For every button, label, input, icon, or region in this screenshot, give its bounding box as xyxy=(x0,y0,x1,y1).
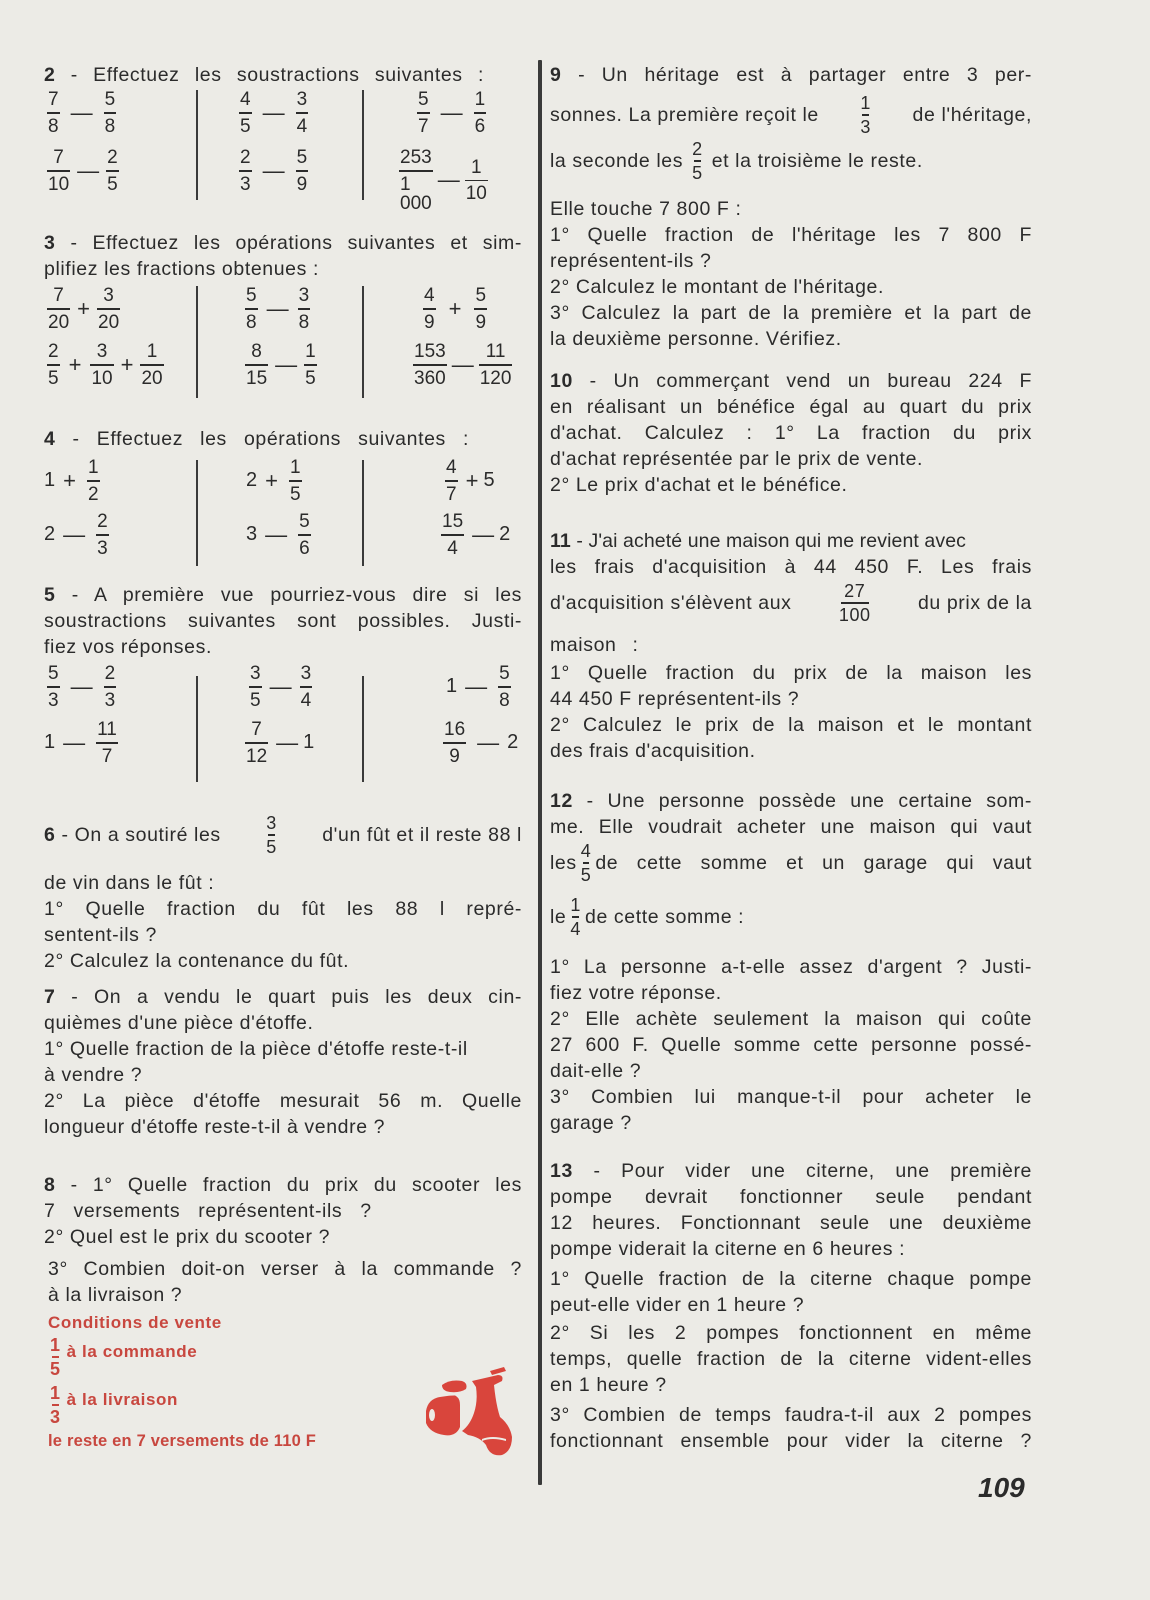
grid-separator xyxy=(362,90,364,200)
exercise-12-question2-line1: 2° Elle achète seulement la maison qui coûte xyxy=(550,1008,1032,1030)
column-divider xyxy=(538,60,542,1485)
exercise-12-line1: 12 - Une personne possède une certaine som- xyxy=(550,790,1032,812)
exercise-12-question2-line2: 27 600 F. Quelle somme cette personne possé- xyxy=(550,1034,1032,1056)
sale-condition-delivery: $\frac{1}{3}$ à la livraison xyxy=(50,1383,179,1427)
exercise-11-question2-line2: des frais d'acquisition. xyxy=(550,740,756,762)
exercise-11-question2-line1: 2° Calculez le prix de la maison et le montant xyxy=(550,714,1032,736)
exercise-6-line2: de vin dans le fût : xyxy=(44,872,215,894)
expression: $\frac{16}{9}$ — 2 xyxy=(444,719,519,767)
exercise-6-question2: 2° Calculez la contenance du fût. xyxy=(44,950,350,972)
exercise-12-question2-line3: dait-elle ? xyxy=(550,1060,642,1082)
expression: $\frac{5}{3}$ — $\frac{2}{3}$ xyxy=(48,663,116,711)
exercise-8-question1-line1: 8 - 1° Quelle fraction du prix du scooter les xyxy=(44,1174,522,1196)
page-number: 109 xyxy=(978,1472,1025,1503)
expression: $\frac{4}{9}$ + $\frac{5}{9}$ xyxy=(424,285,487,333)
grid-separator xyxy=(362,676,364,782)
exercise-8-question3-line2: à la livraison ? xyxy=(48,1284,183,1306)
exercise-10-line4: d'achat représentée par le prix de vente. xyxy=(550,448,924,470)
exercise-7-question1-line2: à vendre ? xyxy=(44,1064,143,1086)
exercise-7-question2-line2: longueur d'étoffe reste-t-il à vendre ? xyxy=(44,1116,386,1138)
exercise-5-title-line2: soustractions suivantes sont possibles. Justi- xyxy=(44,610,522,632)
exercise-13-question1-line2: peut-elle vider en 1 heure ? xyxy=(550,1294,805,1316)
grid-separator xyxy=(196,460,198,566)
exercise-13-line1: 13 - Pour vider une citerne, une première xyxy=(550,1160,1032,1182)
expression: $\frac{7}{8}$ — $\frac{5}{8}$ xyxy=(48,89,116,137)
grid-separator xyxy=(196,286,198,398)
expression: 1 + $\frac{1}{2}$ xyxy=(44,457,99,505)
expression: $\frac{8}{15}$ — $\frac{1}{5}$ xyxy=(246,341,316,389)
expression: $\frac{7}{12}$ — 1 xyxy=(246,719,315,767)
expression: $\frac{15}{4}$ — 2 xyxy=(442,511,511,559)
expression: $\frac{7}{20}$ + $\frac{3}{20}$ xyxy=(48,285,120,333)
exercise-9-line1: 9 - Un héritage est à partager entre 3 per- xyxy=(550,64,1032,86)
exercise-13-question1-line1: 1° Quelle fraction de la citerne chaque pompe xyxy=(550,1268,1032,1290)
exercise-11-line4: maison : xyxy=(550,634,639,656)
exercise-12-line3: les $\frac{4}{5}$ de cette somme et un garage qui vaut xyxy=(550,841,1032,885)
exercise-13-question2-line1: 2° Si les 2 pompes fonctionnent en même xyxy=(550,1322,1032,1344)
expression: $\frac{5}{7}$ — $\frac{1}{6}$ xyxy=(418,89,486,137)
exercise-12-line2: me. Elle voudrait acheter une maison qui vaut xyxy=(550,816,1032,838)
expression: 1 — $\frac{5}{8}$ xyxy=(446,663,510,711)
exercise-13-question2-line3: en 1 heure ? xyxy=(550,1374,667,1396)
exercise-7-question1-line1: 1° Quelle fraction de la pièce d'étoffe reste-t-il xyxy=(44,1038,468,1060)
exercise-13-line2: pompe devrait fonctionner seule pendant xyxy=(550,1186,1032,1208)
exercise-12-question1-line2: fiez votre réponse. xyxy=(550,982,722,1004)
expression: $\frac{253}{1 000}$ — $\frac{1}{10}$ xyxy=(400,147,487,214)
exercise-3-title-line2: plifiez les fractions obtenues : xyxy=(44,258,320,280)
exercise-6-line1: 6 - On a soutiré les $\frac{3}{5}$ d'un fût et il reste 88 l xyxy=(44,813,522,857)
exercise-8-question2: 2° Quel est le prix du scooter ? xyxy=(44,1226,331,1248)
expression: 1 — $\frac{11}{7}$ xyxy=(44,719,117,767)
exercise-9-line3: la seconde les $\frac{2}{5}$ et la troisième le reste. xyxy=(550,139,923,183)
expression: $\frac{2}{5}$ + $\frac{3}{10}$ + $\frac{1}{20}$ xyxy=(48,341,163,389)
expression: $\frac{2}{3}$ — $\frac{5}{9}$ xyxy=(240,147,308,195)
exercise-10-line5: 2° Le prix d'achat et le bénéfice. xyxy=(550,474,848,496)
expression: 3 — $\frac{5}{6}$ xyxy=(246,511,310,559)
expression: $\frac{3}{5}$ — $\frac{3}{4}$ xyxy=(250,663,312,711)
expression: $\frac{7}{10}$ — $\frac{2}{5}$ xyxy=(48,147,118,195)
exercise-8-question1-line2: 7 versements représentent-ils ? xyxy=(44,1200,372,1222)
exercise-6-question1-line1: 1° Quelle fraction du fût les 88 l repré- xyxy=(44,898,522,920)
exercise-12-line4: le $\frac{1}{4}$ de cette somme : xyxy=(550,895,745,939)
exercise-5-title-line3: fiez vos réponses. xyxy=(44,636,212,658)
exercise-11-line3: d'acquisition s'élèvent aux $\frac{27}{100}$ du prix de la xyxy=(550,581,1032,625)
exercise-9-line2: sonnes. La première reçoit le $\frac{1}{3}$ de l'héritage, xyxy=(550,93,1032,137)
exercise-4-title: 4 - Effectuez les opérations suivantes : xyxy=(44,428,469,450)
exercise-7-line2: quièmes d'une pièce d'étoffe. xyxy=(44,1012,314,1034)
exercise-11-line1: 11 - J'ai acheté une maison qui me revient avec xyxy=(550,530,967,552)
exercise-9-question3-line2: la deuxième personne. Vérifiez. xyxy=(550,328,842,350)
exercise-6-question1-line2: sentent-ils ? xyxy=(44,924,157,946)
sale-conditions-title: Conditions de vente xyxy=(48,1313,222,1332)
expression: 2 + $\frac{1}{5}$ xyxy=(246,457,301,505)
exercise-2-title: 2 - Effectuez les soustractions suivantes : xyxy=(44,64,484,86)
exercise-10-line3: d'achat. Calculez : 1° La fraction du prix xyxy=(550,422,1032,444)
expression: $\frac{153}{360}$ — $\frac{11}{120}$ xyxy=(414,341,512,389)
expression: 2 — $\frac{2}{3}$ xyxy=(44,511,108,559)
exercise-11-question1-line2: 44 450 F représentent-ils ? xyxy=(550,688,800,710)
exercise-3-title-line1: 3 - Effectuez les opérations suivantes et sim- xyxy=(44,232,522,254)
exercise-10-line1: 10 - Un commerçant vend un bureau 224 F xyxy=(550,370,1032,392)
exercise-11-question1-line1: 1° Quelle fraction du prix de la maison les xyxy=(550,662,1032,684)
expression: $\frac{5}{8}$ — $\frac{3}{8}$ xyxy=(246,285,310,333)
exercise-12-question1-line1: 1° La personne a-t-elle assez d'argent ? Justi- xyxy=(550,956,1032,978)
exercise-9-question2: 2° Calculez le montant de l'héritage. xyxy=(550,276,884,298)
grid-separator xyxy=(196,90,198,200)
exercise-9-question1-line1: 1° Quelle fraction de l'héritage les 7 800 F xyxy=(550,224,1032,246)
exercise-13-question3-line1: 3° Combien de temps faudra-t-il aux 2 pompes xyxy=(550,1404,1032,1426)
exercise-13-line3: 12 heures. Fonctionnant seule une deuxième xyxy=(550,1212,1032,1234)
grid-separator xyxy=(196,676,198,782)
exercise-8-question3-line1: 3° Combien doit-on verser à la commande ? xyxy=(48,1258,522,1280)
exercise-12-question3-line2: garage ? xyxy=(550,1112,632,1134)
exercise-12-question3-line1: 3° Combien lui manque-t-il pour acheter le xyxy=(550,1086,1032,1108)
exercise-7-question2-line1: 2° La pièce d'étoffe mesurait 56 m. Quelle xyxy=(44,1090,522,1112)
exercise-13-line4: pompe viderait la citerne en 6 heures : xyxy=(550,1238,906,1260)
exercise-13-question3-line2: fonctionnant ensemble pour vider la citerne ? xyxy=(550,1430,1032,1452)
exercise-13-question2-line2: temps, quelle fraction de la citerne vident-elles xyxy=(550,1348,1032,1370)
exercise-9-question3-line1: 3° Calculez la part de la première et la part de xyxy=(550,302,1032,324)
scooter-icon xyxy=(420,1365,525,1460)
grid-separator xyxy=(362,460,364,566)
exercise-7-line1: 7 - On a vendu le quart puis les deux cin- xyxy=(44,986,522,1008)
exercise-10-line2: en réalisant un bénéfice égal au quart du prix xyxy=(550,396,1032,418)
grid-separator xyxy=(362,286,364,398)
sale-condition-order: $\frac{1}{5}$ à la commande xyxy=(50,1335,198,1379)
exercise-11-line2: les frais d'acquisition à 44 450 F. Les frais xyxy=(550,556,1032,578)
exercise-9-line4: Elle touche 7 800 F : xyxy=(550,198,742,220)
exercise-5-title-line1: 5 - A première vue pourriez-vous dire si les xyxy=(44,584,522,606)
expression: $\frac{4}{7}$ + 5 xyxy=(446,457,495,505)
sale-condition-installments: le reste en 7 versements de 110 F xyxy=(48,1432,317,1450)
exercise-9-question1-line2: représentent-ils ? xyxy=(550,250,712,272)
expression: $\frac{4}{5}$ — $\frac{3}{4}$ xyxy=(240,89,308,137)
